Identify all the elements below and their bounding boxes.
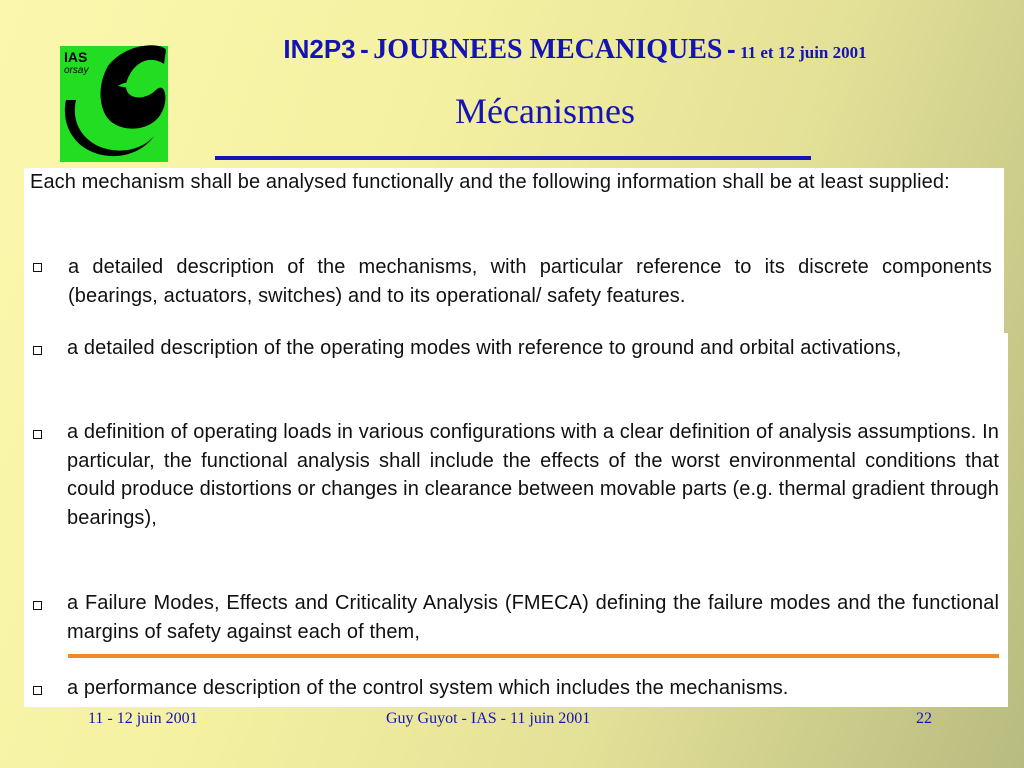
logo-text-ias: IAS xyxy=(64,49,88,65)
header-separator: - xyxy=(360,34,369,64)
bullet-icon xyxy=(33,346,42,355)
list-item-2: a detailed description of the operating modes with reference to ground and orbital activations, xyxy=(67,337,902,359)
header-event: JOURNEES MECANIQUES xyxy=(373,34,723,65)
slide-title: Mécanismes xyxy=(455,91,635,131)
text-panel-top xyxy=(24,168,1004,334)
list-item-5: a performance description of the control system which includes the mechanisms. xyxy=(67,677,789,699)
title-underline xyxy=(215,156,811,160)
bullet-icon xyxy=(33,686,42,695)
page-number: 22 xyxy=(916,710,932,727)
intro-text: Each mechanism shall be analysed functionally and the following information shall be at least supplied: xyxy=(30,171,950,193)
header-org: IN2P3 xyxy=(283,34,356,64)
bullet-icon xyxy=(33,430,42,439)
header-title xyxy=(180,34,970,66)
list-item-4: a Failure Modes, Effects and Criticality Analysis (FMECA) defining the failure modes and the functional margins of safety against each of them, xyxy=(67,592,999,643)
list-item-3: a definition of operating loads in various configurations with a clear definition of analysis assumptions. In particular, the functional analysis shall include the effects of the worst environmental conditions that could produce distortions or changes in clearance between movable parts (e.g. thermal gradient through bearings), xyxy=(67,421,999,529)
text-panel-bottom xyxy=(24,333,1008,707)
logo-text-orsay: orsay xyxy=(64,65,89,76)
list-item-1: a detailed description of the mechanisms, with particular reference to its discrete components (bearings, actuators, switches) and to its operational/ safety features. xyxy=(68,256,992,307)
bullet-icon xyxy=(33,601,42,610)
header-dates: 11 et 12 juin 2001 xyxy=(740,43,867,62)
header-separator-2: - xyxy=(726,34,736,64)
footer-author: Guy Guyot - IAS - 11 juin 2001 xyxy=(386,710,591,727)
footer-date: 11 - 12 juin 2001 xyxy=(88,710,198,727)
orange-divider xyxy=(68,654,999,658)
ias-logo xyxy=(58,40,172,164)
bullet-icon xyxy=(33,263,42,272)
